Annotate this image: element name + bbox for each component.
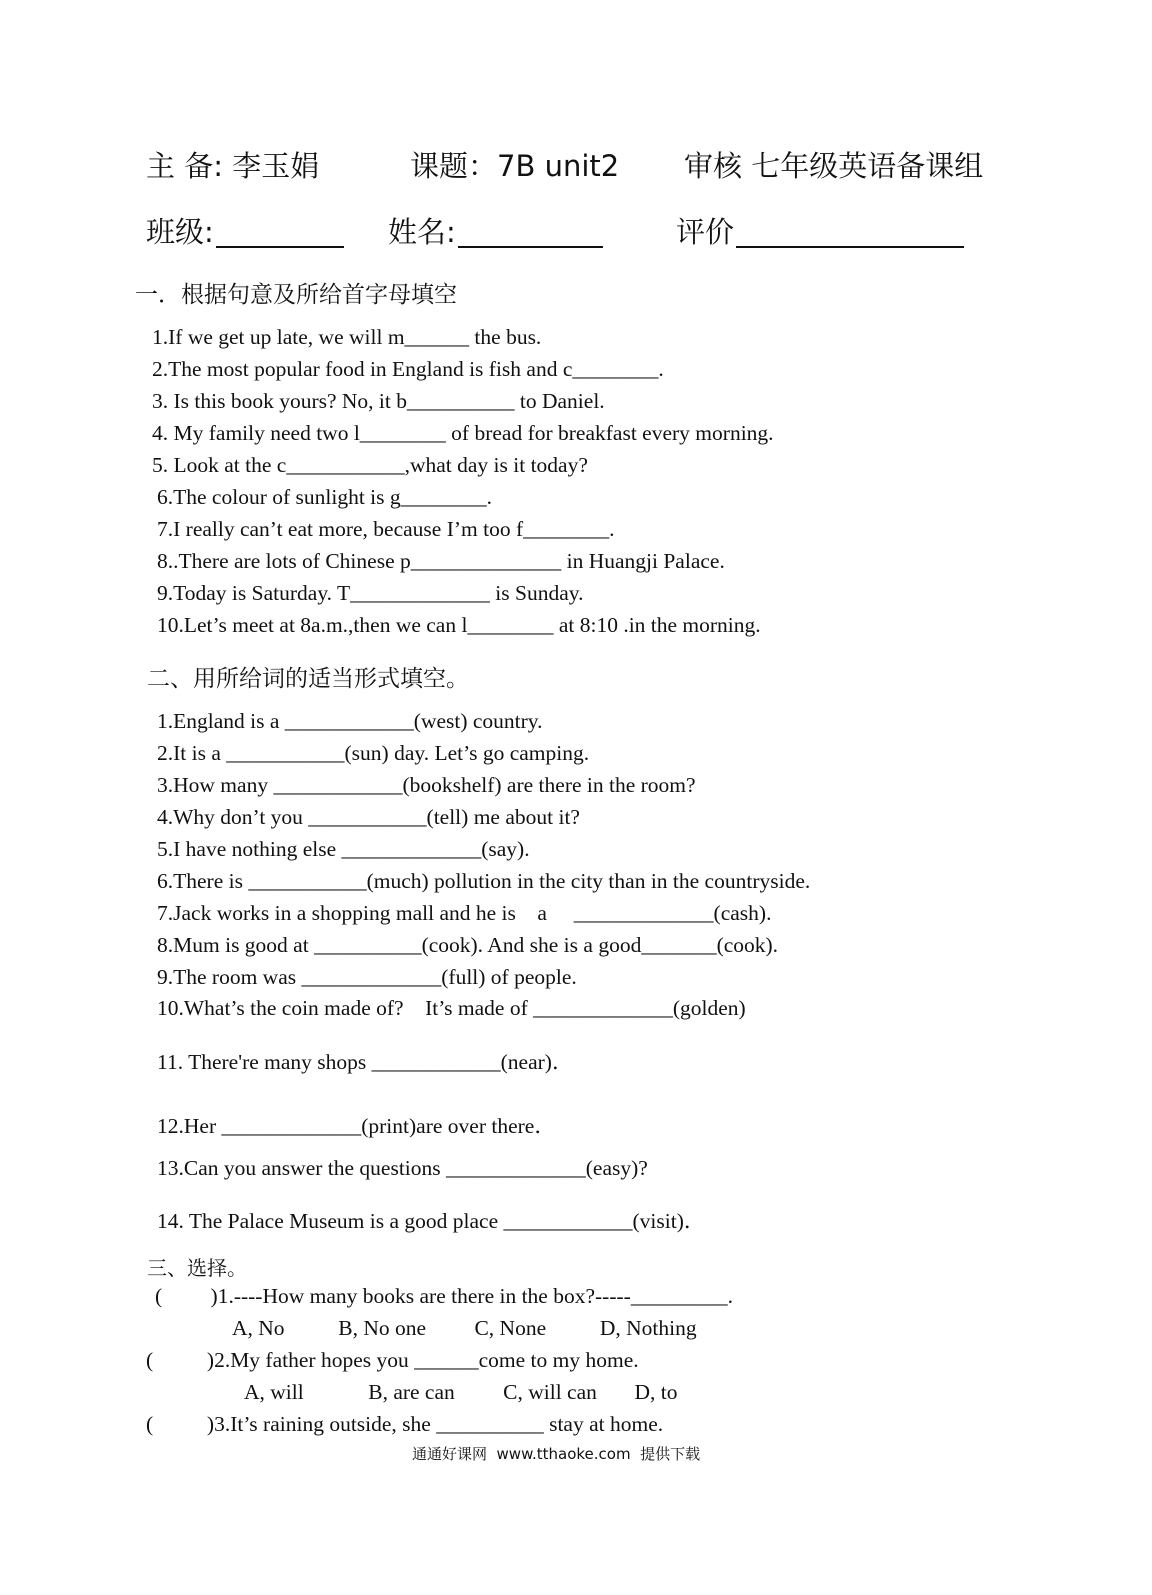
section3-question-1: ( )1.----How many books are there in the box?-----_________. — [155, 1284, 733, 1308]
section1-question-2: 2.The most popular food in England is fish and c________. — [152, 357, 664, 381]
class-blank[interactable] — [216, 216, 344, 248]
section3-question-2: ( )2.My father hopes you ______come to my home. — [146, 1348, 639, 1372]
section2-question-8: 8.Mum is good at __________(cook). And she is a good_______(cook). — [157, 933, 779, 957]
section2-question-2: 2.It is a ___________(sun) day. Let’s go camping. — [157, 741, 590, 765]
class-field — [146, 210, 344, 251]
reviewer-info: 审核 七年级英语备课组 — [684, 149, 984, 183]
watermark-footer: 通通好课网 www.tthaoke.com 提供下载 — [412, 1445, 701, 1463]
section2-title: 二、用所给词的适当形式填空。 — [147, 666, 469, 692]
section2-question-11: 11. There're many shops ____________(near)． — [157, 1050, 574, 1074]
topic-info: 课题：7B unit2 — [410, 149, 620, 183]
section2-question-3: 3.How many ____________(bookshelf) are there in the room? — [157, 773, 696, 797]
section2-question-10: 10.What’s the coin made of? It’s made of _____________(golden) — [157, 996, 746, 1020]
name-field — [388, 210, 603, 251]
class-label: 班级: — [146, 215, 214, 249]
section2-question-13: 13.Can you answer the questions _____________(easy)? — [157, 1156, 648, 1180]
preparer-info: 主 备: 李玉娟 — [146, 149, 320, 183]
section1-title: 一．根据句意及所给首字母填空 — [135, 282, 457, 308]
section2-question-1: 1.England is a ____________(west) country. — [157, 709, 543, 733]
section3-question-1-options: A, No B, No one C, None D, Nothing — [232, 1316, 697, 1340]
name-blank[interactable] — [458, 216, 603, 248]
section2-question-4: 4.Why don’t you ___________(tell) me about it? — [157, 805, 580, 829]
section1-question-9: 9.Today is Saturday. T_____________ is Sunday. — [157, 581, 584, 605]
section3-title: 三、选择。 — [147, 1256, 247, 1280]
section1-question-7: 7.I really can’t eat more, because I’m too f________. — [157, 517, 615, 541]
section3-question-3: ( )3.It’s raining outside, she __________ stay at home. — [146, 1412, 664, 1436]
section1-question-4: 4. My family need two l________ of bread for breakfast every morning. — [152, 421, 774, 445]
evaluation-blank[interactable] — [736, 216, 964, 248]
section2-question-7: 7.Jack works in a shopping mall and he is a _____________(cash). — [157, 901, 772, 925]
section2-question-12: 12.Her _____________(print)are over there． — [157, 1114, 556, 1138]
section1-question-8: 8..There are lots of Chinese p______________ in Huangji Palace. — [157, 549, 725, 573]
section2-question-6: 6.There is ___________(much) pollution in the city than in the countryside. — [157, 869, 811, 893]
name-label: 姓名: — [388, 215, 456, 249]
section1-question-3: 3. Is this book yours? No, it b__________ to Daniel. — [152, 389, 605, 413]
section2-question-9: 9.The room was _____________(full) of people. — [157, 965, 577, 989]
section3-question-2-options: A, will B, are can C, will can D, to — [244, 1380, 678, 1404]
section1-question-1: 1.If we get up late, we will m______ the bus. — [152, 325, 542, 349]
evaluation-label: 评价 — [676, 215, 735, 249]
section1-question-10: 10.Let’s meet at 8a.m.,then we can l________ at 8:10 .in the morning. — [157, 613, 761, 637]
evaluation-field — [676, 210, 964, 251]
section1-question-5: 5. Look at the c___________,what day is it today? — [152, 453, 588, 477]
section2-question-14: 14. The Palace Museum is a good place ____________(visit)． — [157, 1209, 706, 1233]
section2-question-5: 5.I have nothing else _____________(say). — [157, 837, 530, 861]
section1-question-6: 6.The colour of sunlight is g________. — [157, 485, 493, 509]
